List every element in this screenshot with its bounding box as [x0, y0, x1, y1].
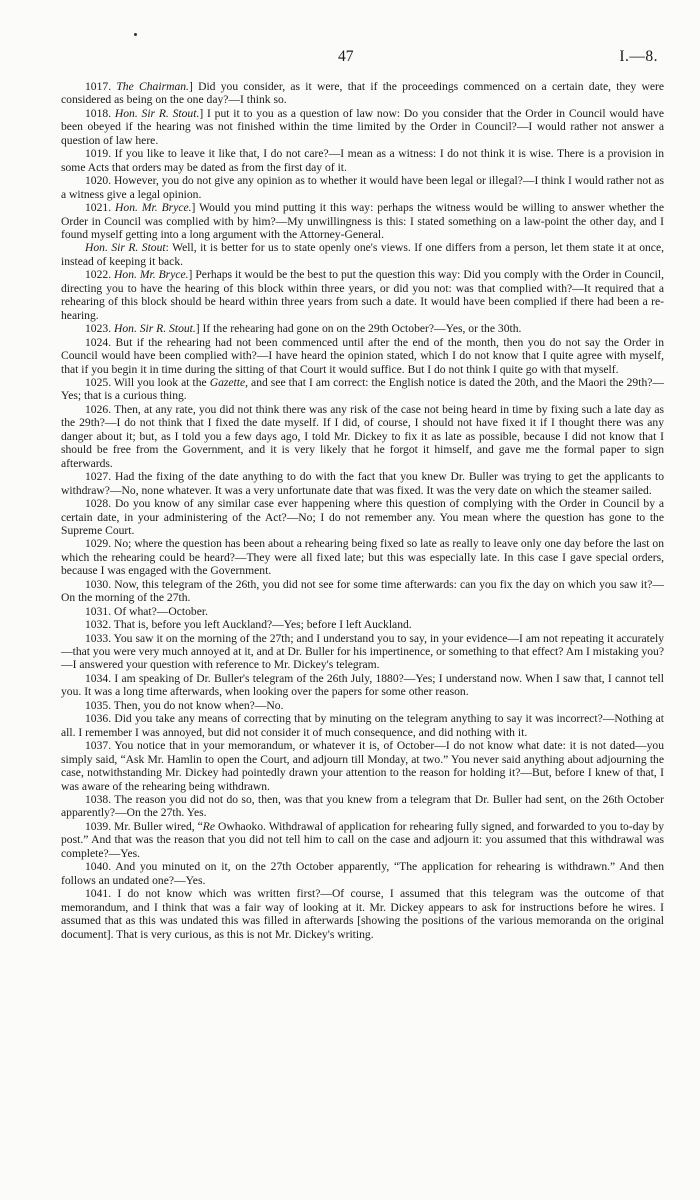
paragraph: 1022. Hon. Mr. Bryce.] Perhaps it would be the best to put the question this way: Did you comply with the Order in Council, directing you to have the hearing of this block within three years, or did you not: was that complied with?—It required that a rehearing of this block should be heard within three years from such a date. It would have been complied if there had been a re-hearing.: [61, 268, 665, 322]
paragraph: 1031. Of what?—October.: [85, 604, 208, 618]
paragraph: Hon. Sir R. Stout: Well, it is better for us to state openly one's views. If one differs from a person, let them state it at once, instead of keeping it back.: [61, 241, 664, 268]
paragraph: 1029. No; where the question has been about a rehearing being fixed so late as really to leave only one day before the last on which the rehearing could be heard?—They were all fixed late; but this was especially late. In this case I gave special orders, because I was engaged with the Government.: [61, 537, 664, 578]
paragraph: 1035. Then, you do not know when?—No.: [85, 698, 284, 712]
paragraph: 1018. Hon. Sir R. Stout.] I put it to you as a question of law now: Do you consider that the Order in Council would have been obeyed if the hearing was not finished within the time limited by the Order in Council?—I would rather not answer a question of law here.: [61, 106, 665, 147]
paragraph: 1036. Did you take any means of correcting that by minuting on the telegram anything to say it was incorrect?—Nothing at all. I remember I was annoyed, but did not consider it of much consequence, and did nothing with it.: [61, 712, 664, 739]
document-body: [61, 80, 664, 941]
paragraph: 1027. Had the fixing of the date anything to do with the fact that you knew Dr. Buller was trying to get the applicants to withdraw?—No, none whatever. It was a very unfortunate date that was fixed. It was the very date on which the steamer sailed.: [61, 470, 664, 497]
paragraph: 1030. Now, this telegram of the 26th, you did not see for some time afterwards: can you fix the day on which you saw it?—On the morning of the 27th.: [61, 577, 664, 605]
paragraph: 1037. You notice that in your memorandum, or whatever it is, of October—I do not know what date: it is not dated—you simply said, “Ask Mr. Hamlin to open the Court, and adjourn till Monday, at two.” You never said anything about adjourning the case, notwithstanding Mr. Dickey had pointedly drawn your attention to the reason for holding it?—But, before I knew of that, I was aware of the rehearing being withdrawn.: [61, 739, 664, 793]
page-header: [0, 48, 700, 72]
paragraph: 1020. However, you do not give any opinion as to whether it would have been legal or illegal?—I think I would rather not as a witness give a legal opinion.: [61, 174, 664, 201]
paragraph: 1033. You saw it on the morning of the 27th; and I understand you to say, in your evidence—I am not repeating it accurately—that you were very much annoyed at it, and at Dr. Buller for his impertinence, or something to that effect? Am I mistaking you?—I answered your question with reference to Mr. Dickey's telegram.: [61, 631, 664, 672]
ink-speck: [134, 33, 137, 36]
page-number: 47: [338, 48, 354, 65]
paragraph: 1028. Do you know of any similar case ever happening where this question of complying with the Order in Council by a certain date, in your administering of the Act?—No; I do not remember any. You mean where the question has gone to the Supreme Court.: [61, 497, 664, 537]
paragraph: 1025. Will you look at the Gazette, and see that I am correct: the English notice is dated the 20th, and the Maori the 29th?—Yes; that is a curious thing.: [61, 375, 664, 403]
paragraph: 1021. Hon. Mr. Bryce.] Would you mind putting it this way: perhaps the witness would be willing to answer whether the Order in Council was complied with by him?—My unwillingness is this: I stated something on a law-point the other day, and I found myself getting into a long argument with the Attorney-General.: [61, 201, 665, 241]
paragraph: 1039. Mr. Buller wired, “Re Owhaoko. Withdrawal of application for rehearing fully signed, and forwarded to you to-day by post.” And that was the reason that you did not tell him to call on the case and adjourn it: you assumed that this withdrawal was complete?—Yes.: [61, 819, 664, 860]
paragraph: 1040. And you minuted on it, on the 27th October apparently, “The application for rehearing is withdrawn.” And then follows an undated one?—Yes.: [61, 860, 664, 887]
paragraph: 1034. I am speaking of Dr. Buller's telegram of the 26th July, 1880?—Yes; I understand now. When I saw that, I cannot tell you. It was a long time afterwards, when looking over the papers for some other reason.: [61, 671, 664, 699]
paragraph: 1032. That is, before you left Auckland?—Yes; before I left Auckland.: [85, 618, 412, 632]
paragraph: 1023. Hon. Sir R. Stout.] If the rehearing had gone on on the 29th October?—Yes, or the 30th.: [85, 322, 522, 336]
paragraph: 1019. If you like to leave it like that, I do not care?—I mean as a witness: I do not think it is wise. There is a provision in some Acts that orders may be dated as from the first day of it.: [61, 147, 664, 174]
paragraph: 1041. I do not know which was written first?—Of course, I assumed that this telegram was the outcome of that memorandum, and I think that was a fair way of looking at it. Mr. Dickey appears to ask for instructions before he wires. I assumed that as this was undated this was filled in afterwards [showing the positions of the various memoranda on the original document]. That is very curious, as this is not Mr. Dickey's writing.: [61, 887, 664, 941]
paragraph: 1017. The Chairman.] Did you consider, as it were, that if the proceedings commenced on a certain date, they were considered as being on the one day?—I think so.: [61, 80, 665, 107]
paper-reference: I.—8.: [619, 48, 658, 65]
paragraph: 1024. But if the rehearing had not been commenced until after the end of the month, then you do not say the Order in Council would have been complied with?—I have heard the opinion stated, which I do not know that I quite agree with myself, that if you begin it in time during the sitting of that Court it would suffice. But I do not think I quite go with that myself.: [61, 335, 664, 376]
paragraph: 1026. Then, at any rate, you did not think there was any risk of the case not being heard in time by fixing such a late day as the 29th?—I do not think that I fixed the date myself. If I did, of course, I should not have fixed it if I thought there was any danger about it; but, as I told you a few days ago, I told Mr. Dickey to fix it as late as possible, because I did not know that I should be free from the Government, and it is very likely that he forgot it himself, and gave me the formal paper to sign afterwards.: [61, 402, 664, 470]
paragraph: 1038. The reason you did not do so, then, was that you knew from a telegram that Dr. Buller had sent, on the 26th October apparently?—On the 27th. Yes.: [61, 793, 664, 820]
